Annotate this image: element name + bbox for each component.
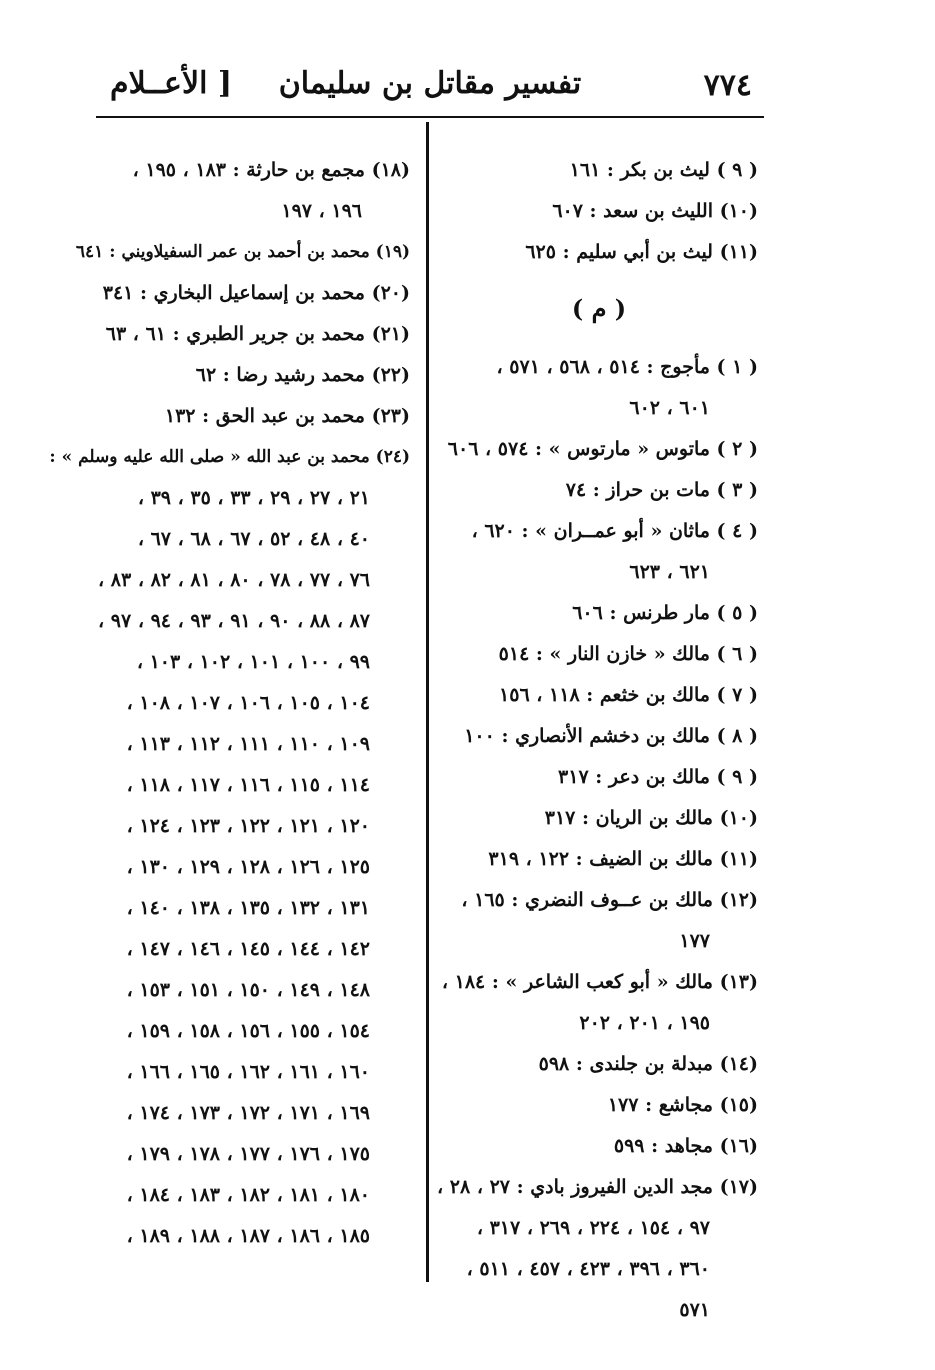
number-line: ١٠٤ ، ١٠٥ ، ١٠٦ ، ١٠٧ ، ١٠٨ ،: [126, 692, 370, 714]
index-entry: ( ٩ ) مالك بن دعر : ٣١٧: [558, 766, 758, 788]
book-title: تفسير مقاتل بن سليمان: [278, 66, 582, 101]
section-title: [ الأعــلام: [110, 66, 233, 101]
index-entry-continuation: ١٧٧: [679, 930, 710, 952]
index-entry-continuation: ١٩٥ ، ٢٠١ ، ٢٠٢: [579, 1012, 710, 1034]
index-entry: ( ٧ ) مالك بن خثعم : ١١٨ ، ١٥٦: [499, 684, 758, 706]
index-entry-continuation: ٩٧ ، ١٥٤ ، ٢٢٤ ، ٢٦٩ ، ٣١٧ ،: [476, 1217, 710, 1239]
index-entry: ( ٨ ) مالك بن دخشم الأنصاري : ١٠٠: [464, 725, 758, 747]
index-entry: (١٠) مالك بن الريان : ٣١٧: [544, 807, 758, 829]
number-line: ١٠٩ ، ١١٠ ، ١١١ ، ١١٢ ، ١١٣ ،: [126, 733, 370, 755]
left-column: [49, 150, 410, 1257]
column-divider: [426, 122, 429, 1282]
index-entry: ( ٣ ) مات بن حراز : ٧٤: [565, 479, 758, 501]
number-line: ١٤٢ ، ١٤٤ ، ١٤٥ ، ١٤٦ ، ١٤٧ ،: [126, 938, 370, 960]
number-line: ١٢٥ ، ١٢٦ ، ١٢٨ ، ١٢٩ ، ١٣٠ ،: [126, 856, 370, 878]
index-entry: ( ٩ ) ليث بن بكر : ١٦١: [569, 159, 758, 181]
index-entry: (١٨) مجمع بن حارثة : ١٨٣ ، ١٩٥ ،: [132, 159, 410, 181]
index-entry: (١٢) مالك بن عــوف النضري : ١٦٥ ،: [461, 889, 758, 911]
page-number-list: [100, 478, 410, 1257]
index-entry: (١٧) مجد الدين الفيروز بادي : ٢٧ ، ٢٨ ،: [437, 1176, 758, 1198]
index-entry: ( ٤ ) ماثان « أبو عمــران » : ٦٢٠ ،: [471, 520, 758, 542]
index-entry: ( ٢ ) ماتوس « مارتوس » : ٥٧٤ ، ٦٠٦: [447, 438, 758, 460]
number-line: ٧٦ ، ٧٧ ، ٧٨ ، ٨٠ ، ٨١ ، ٨٢ ، ٨٣ ،: [98, 569, 370, 591]
index-entry: (١١) ليث بن أبي سليم : ٦٢٥: [525, 241, 758, 263]
number-line: ٢١ ، ٢٧ ، ٢٩ ، ٣٣ ، ٣٥ ، ٣٩ ،: [137, 487, 370, 509]
index-entry: (٢٣) محمد بن عبد الحق : ١٣٢: [164, 405, 410, 427]
index-entry-continuation: ٥٧١: [679, 1299, 710, 1321]
index-entry: (١٤) مبدلة بن جلندى : ٥٩٨: [538, 1053, 758, 1075]
index-entry: ( ١ ) مأجوج : ٥١٤ ، ٥٦٨ ، ٥٧١ ،: [496, 356, 758, 378]
index-entry-continuation: ١٩٦ ، ١٩٧: [281, 200, 362, 222]
index-entry: (٢١) محمد بن جرير الطبري : ٦١ ، ٦٣: [105, 323, 410, 345]
index-entry: (٢٠) محمد بن إسماعيل البخاري : ٣٤١: [102, 282, 410, 304]
index-entry: ( ٦ ) مالك « خازن النار » : ٥١٤: [498, 643, 758, 665]
index-entry: (١٩) محمد بن أحمد بن عمر السفيلاويني : ٦٤١: [75, 242, 410, 262]
index-entry: (١٣) مالك « أبو كعب الشاعر » : ١٨٤ ،: [441, 971, 758, 993]
number-line: ١٣١ ، ١٣٢ ، ١٣٥ ، ١٣٨ ، ١٤٠ ،: [126, 897, 370, 919]
number-line: ١٦٠ ، ١٦١ ، ١٦٢ ، ١٦٥ ، ١٦٦ ،: [126, 1061, 370, 1083]
number-line: ١٧٥ ، ١٧٦ ، ١٧٧ ، ١٧٨ ، ١٧٩ ،: [126, 1143, 370, 1165]
number-line: ٤٠ ، ٤٨ ، ٥٢ ، ٦٧ ، ٦٨ ، ٦٧ ،: [137, 528, 370, 550]
index-entry: ( ٥ ) مار طرنس : ٦٠٦: [572, 602, 758, 624]
header-rule: [96, 116, 764, 118]
index-entry: (١٠) الليث بن سعد : ٦٠٧: [552, 200, 758, 222]
index-entry-continuation: ٦٢١ ، ٦٢٣: [629, 561, 710, 583]
index-entry-continuation: ٣٦٠ ، ٣٩٦ ، ٤٢٣ ، ٤٥٧ ، ٥١١ ،: [466, 1258, 710, 1280]
page-number: ٧٧٤: [703, 68, 752, 103]
index-entry: (١٥) مجاشع : ١٧٧: [607, 1094, 758, 1116]
index-entry-continuation: ٦٠١ ، ٦٠٢: [629, 397, 710, 419]
page-header: [96, 62, 764, 114]
number-line: ١٤٨ ، ١٤٩ ، ١٥٠ ، ١٥١ ، ١٥٣ ،: [126, 979, 370, 1001]
index-entry: (٢٤) محمد بن عبد الله « صلى الله عليه وسلم » :: [49, 447, 410, 467]
number-line: ١٢٠ ، ١٢١ ، ١٢٢ ، ١٢٣ ، ١٢٤ ،: [126, 815, 370, 837]
section-letter-heading: ( م ): [571, 294, 627, 323]
number-line: ١٦٩ ، ١٧١ ، ١٧٢ ، ١٧٣ ، ١٧٤ ،: [126, 1102, 370, 1124]
index-entry: (١١) مالك بن الضيف : ١٢٢ ، ٣١٩: [488, 848, 758, 870]
number-line: ١١٤ ، ١١٥ ، ١١٦ ، ١١٧ ، ١١٨ ،: [126, 774, 370, 796]
number-line: ٩٩ ، ١٠٠ ، ١٠١ ، ١٠٢ ، ١٠٣ ،: [136, 651, 370, 673]
index-entry: (١٦) مجاهد : ٥٩٩: [613, 1135, 758, 1157]
index-entry: (٢٢) محمد رشيد رضا : ٦٢: [195, 364, 410, 386]
number-line: ٨٧ ، ٨٨ ، ٩٠ ، ٩١ ، ٩٣ ، ٩٤ ، ٩٧ ،: [98, 610, 370, 632]
number-line: ١٨٥ ، ١٨٦ ، ١٨٧ ، ١٨٨ ، ١٨٩ ،: [126, 1225, 370, 1247]
number-line: ١٥٤ ، ١٥٥ ، ١٥٦ ، ١٥٨ ، ١٥٩ ،: [126, 1020, 370, 1042]
right-column: [437, 150, 758, 1331]
number-line: ١٨٠ ، ١٨١ ، ١٨٢ ، ١٨٣ ، ١٨٤ ،: [126, 1184, 370, 1206]
